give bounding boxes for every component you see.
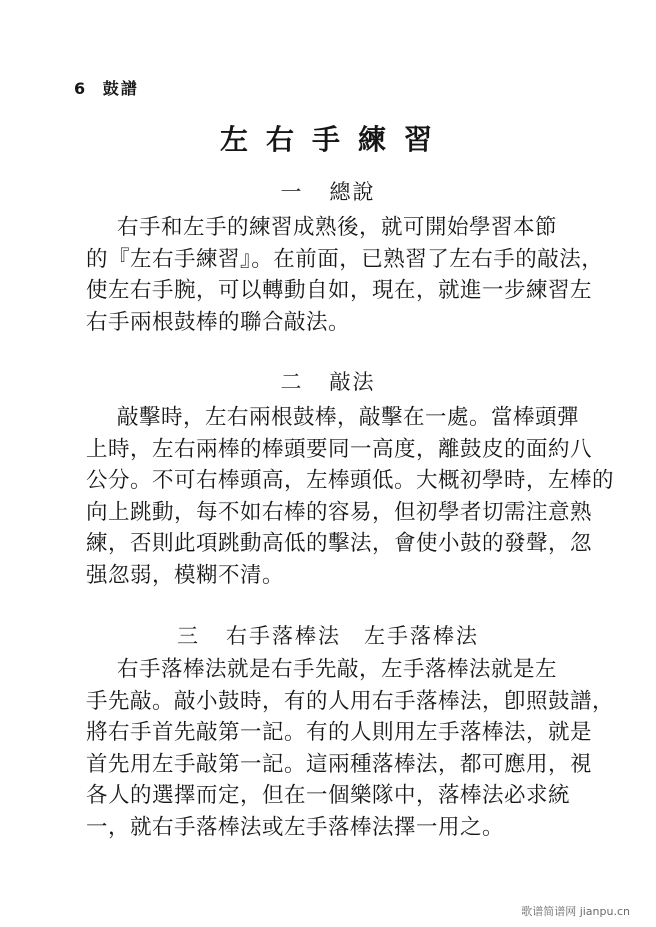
text-line: 一，就右手落棒法或左手落棒法擇一用之。 [86,814,505,840]
section-paragraph-1 [86,212,626,338]
text-line: 手先敲。敲小鼓時，有的人用右手落棒法，卽照鼓譜， [86,688,615,714]
section-title: 右手落棒法 左手落棒法 [226,624,479,648]
section-heading-3 [0,620,656,650]
text-line: 首先用左手敲第一記。這兩種落棒法，都可應用，視 [86,751,593,777]
section-paragraph-3 [86,654,626,843]
text-line: 强忽弱，模糊不清。 [86,562,285,588]
section-heading-2 [0,366,656,396]
section-title: 敲法 [329,370,376,394]
section-title: 總說 [329,180,376,204]
text-line: 公分。不可右棒頭高，左棒頭低。大概初學時，左棒的 [86,468,615,493]
section-number: 一 [280,180,304,204]
site-watermark: 歌谱简谱网 jianpu.cn [521,905,630,918]
text-line: 右手落棒法就是右手先敲，左手落棒法就是左 [117,657,558,682]
text-line: 右手兩根鼓棒的聯合敲法。 [86,309,351,335]
section-number: 二 [280,370,304,394]
section-paragraph-2 [86,402,626,591]
text-line: 向上跳動，每不如右棒的容易，但初學者切需注意熟 [86,499,593,525]
section-heading-1 [0,176,656,206]
book-title: 鼓譜 [102,79,139,98]
page-number: 6 [74,79,88,98]
page-header [74,76,139,99]
text-line: 的『左右手練習』。在前面，已熟習了左右手的敲法， [86,246,604,272]
chapter-title: 左右手練習 [219,123,450,156]
section-number: 三 [177,624,200,648]
text-line: 將右手首先敲第一記。有的人則用左手落棒法，就是 [86,720,593,745]
text-line: 右手和左手的練習成熟後，就可開始學習本節 [117,215,558,240]
text-line: 敲擊時，左右兩根鼓棒，敲擊在一處。當棒頭彈 [117,405,580,430]
text-line: 練，否則此項跳動高低的擊法，會使小鼓的發聲，忽 [86,531,593,556]
text-line: 上時，左右兩棒的棒頭要同一高度，離鼓皮的面約八 [86,436,593,462]
text-line: 各人的選擇而定，但在一個樂隊中，落棒法必求統 [86,783,571,808]
text-line: 使左右手腕，可以轉動自如，現在，就進一步練習左 [86,278,593,303]
